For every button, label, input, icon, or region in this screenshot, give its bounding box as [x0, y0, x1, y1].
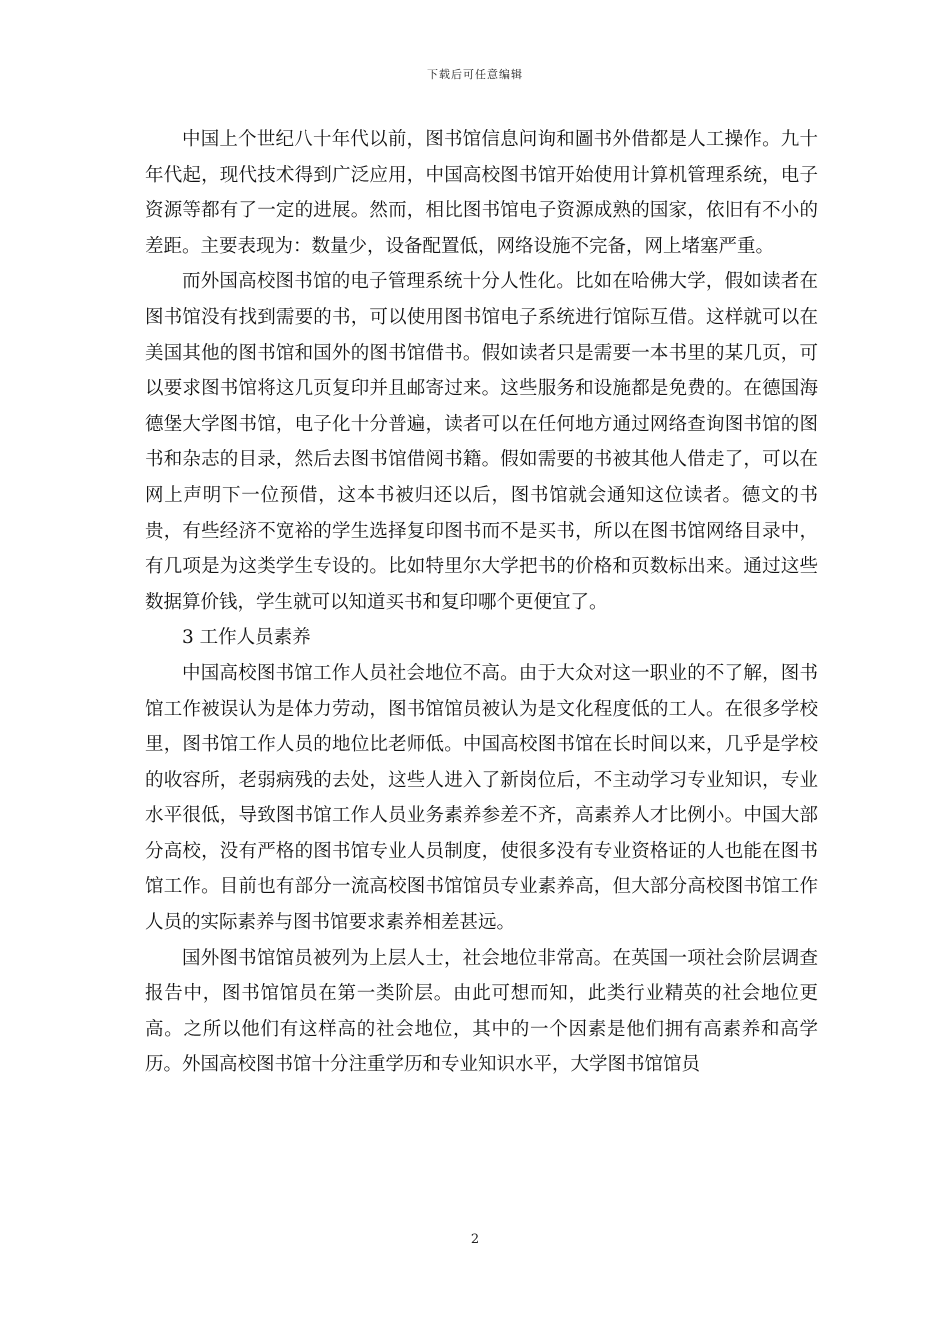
paragraph-4: 国外图书馆馆员被列为上层人士，社会地位非常高。在英国一项社会阶层调查报告中，图书馆馆员在第一类阶层。由此可想而知，此类行业精英的社会地位更高。之所以他们有这样高的社会地位，其中的一个因素是他们拥有高素养和高学历。外国高校图书馆十分注重学历和专业知识水平，大学图书馆馆员 [145, 947, 818, 1076]
document-body [145, 122, 818, 1083]
section-heading-3: 3 工作人员素养 [182, 627, 311, 649]
paragraph-2: 而外国高校图书馆的电子管理系统十分人性化。比如在哈佛大学，假如读者在图书馆没有找到需要的书，可以使用图书馆电子系统进行馆际互借。这样就可以在美国其他的图书馆和国外的图书馆借书。假如读者只是需要一本书里的某几页，可以要求图书馆将这几页复印并且邮寄过来。这些服务和设施都是免费的。在德国海德堡大学图书馆，电子化十分普遍，读者可以在任何地方通过网络查询图书馆的图书和杂志的目录，然后去图书馆借阅书籍。假如需要的书被其他人借走了，可以在网上声明下一位预借，这本书被归还以后，图书馆就会通知这位读者。德文的书贵，有些经济不宽裕的学生选择复印图书而不是买书，所以在图书馆网络目录中，有几项是为这类学生专设的。比如特里尔大学把书的价格和页数标出来。通过这些数据算价钱，学生就可以知道买书和复印哪个更便宜了。 [145, 271, 818, 613]
page-header: 下载后可任意编辑 [427, 68, 523, 81]
page-number: 2 [470, 1232, 480, 1247]
paragraph-3: 中国高校图书馆工作人员社会地位不高。由于大众对这一职业的不了解，图书馆工作被误认为是体力劳动，图书馆馆员被认为是文化程度低的工人。在很多学校里，图书馆工作人员的地位比老师低。中国高校图书馆在长时间以来，几乎是学校的收容所，老弱病残的去处，这些人进入了新岗位后，不主动学习专业知识，专业水平很低，导致图书馆工作人员业务素养参差不齐，高素养人才比例小。中国大部分高校，没有严格的图书馆专业人员制度，使很多没有专业资格证的人也能在图书馆工作。目前也有部分一流高校图书馆馆员专业素养高，但大部分高校图书馆工作人员的实际素养与图书馆要求素养相差甚远。 [145, 662, 818, 934]
paragraph-1: 中国上个世纪八十年代以前，图书馆信息问询和圖书外借都是人工操作。九十年代起，现代技术得到广泛应用，中国高校图书馆开始使用计算机管理系统，电子资源等都有了一定的进展。然而，相比图书馆电子资源成熟的国家，依旧有不小的差距。主要表现为：数量少，设备配置低，网络设施不完备，网上堵塞严重。 [145, 129, 818, 257]
